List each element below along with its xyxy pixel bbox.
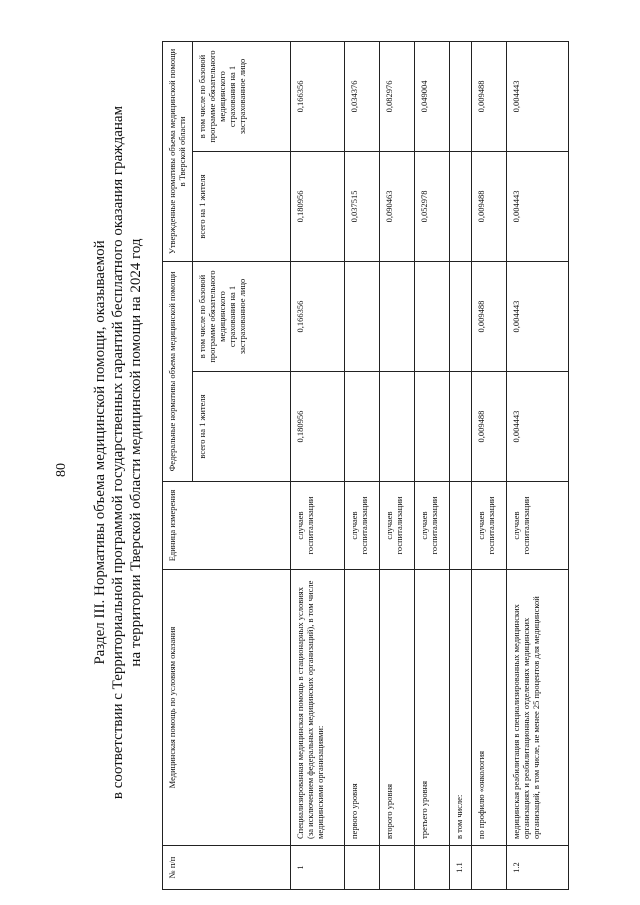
row-fed-oms: 0,004443 <box>507 261 569 371</box>
header-care: Медицинская помощь по условиям оказания <box>163 570 291 846</box>
table-row <box>472 41 507 889</box>
row-appr-total: 0,004443 <box>507 151 569 261</box>
row-num <box>472 846 507 890</box>
row-fed-total <box>450 372 472 482</box>
row-fed-total <box>415 372 450 482</box>
row-appr-oms <box>450 41 472 151</box>
row-desc: по профилю «онкология <box>472 570 507 846</box>
row-appr-total: 0,037515 <box>345 151 380 261</box>
row-fed-total <box>345 372 380 482</box>
norms-table <box>162 41 569 890</box>
row-unit: случаев госпитализации <box>345 482 380 570</box>
row-unit: случаев госпитализации <box>415 482 450 570</box>
section-title-line-3: на территории Тверской области медицинской помощи на 2024 год <box>128 238 144 667</box>
row-fed-oms: 0,166356 <box>291 261 345 371</box>
row-fed-oms <box>415 261 450 371</box>
row-appr-oms: 0,049004 <box>415 41 450 151</box>
row-fed-total <box>380 372 415 482</box>
row-appr-total: 0,090463 <box>380 151 415 261</box>
section-title-line-2: в соответствии с Территориальной программой государственных гарантий бесплатного оказания гражданам <box>110 105 126 800</box>
row-num: 1.2 <box>507 846 569 890</box>
header-appr-total: всего на 1 жителя <box>193 151 291 261</box>
table-row <box>507 41 569 889</box>
row-desc: третьего уровня <box>415 570 450 846</box>
row-appr-oms: 0,034376 <box>345 41 380 151</box>
row-appr-oms: 0,166356 <box>291 41 345 151</box>
table-row <box>345 41 380 889</box>
header-fed-total: всего на 1 жителя <box>193 372 291 482</box>
row-num: 1 <box>291 846 345 890</box>
row-fed-oms <box>345 261 380 371</box>
row-appr-total: 0,009488 <box>472 151 507 261</box>
row-desc: Специализированная медицинская помощь в стационарных условиях (за исключением федеральных медицинских организаций), в том числе медицинскими организациями: <box>291 570 345 846</box>
page-number: 80 <box>54 463 69 477</box>
header-appr-oms: в том числе по базовой программе обязательного медицинского страхования на 1 застрахованное лицо <box>193 41 291 151</box>
row-appr-oms: 0,004443 <box>507 41 569 151</box>
row-num <box>380 846 415 890</box>
row-desc: медицинская реабилитация в специализированных медицинских организациях и реабилитационных отделениях медицинских организаций, в том числе, не менее 25 процентов для медицинской <box>507 570 569 846</box>
header-approved: Утвержденные нормативы объема медицинской помощи в Тверской области <box>163 41 193 261</box>
row-desc: в том числе: <box>450 570 472 846</box>
row-appr-oms: 0,009488 <box>472 41 507 151</box>
row-num: 1.1 <box>450 846 472 890</box>
row-num <box>345 846 380 890</box>
row-appr-total: 0,180956 <box>291 151 345 261</box>
row-fed-oms: 0,009488 <box>472 261 507 371</box>
row-fed-oms <box>380 261 415 371</box>
header-federal: Федеральные нормативы объема медицинской помощи <box>163 261 193 481</box>
row-desc: второго уровня <box>380 570 415 846</box>
row-appr-oms: 0,082976 <box>380 41 415 151</box>
row-appr-total <box>450 151 472 261</box>
row-fed-oms <box>450 261 472 371</box>
table-row <box>450 41 472 889</box>
header-num: № п/п <box>163 846 291 890</box>
row-fed-total: 0,180956 <box>291 372 345 482</box>
row-appr-total: 0,052978 <box>415 151 450 261</box>
row-unit: случаев госпитализации <box>380 482 415 570</box>
row-fed-total: 0,009488 <box>472 372 507 482</box>
row-unit: случаев госпитализации <box>507 482 569 570</box>
header-unit: Единица измерения <box>163 482 291 570</box>
row-desc: первого уровня <box>345 570 380 846</box>
row-unit <box>450 482 472 570</box>
table-row <box>380 41 415 889</box>
header-fed-oms: в том числе по базовой программе обязательного медицинского страхования на 1 застрахованное лицо <box>193 261 291 371</box>
row-unit: случаев госпитализации <box>291 482 345 570</box>
row-unit: случаев госпитализации <box>472 482 507 570</box>
row-fed-total: 0,004443 <box>507 372 569 482</box>
table-row <box>291 41 345 889</box>
row-num <box>415 846 450 890</box>
section-title-line-1: Раздел III. Нормативы объема медицинской помощи, оказываемой <box>92 240 108 665</box>
table-row <box>415 41 450 889</box>
